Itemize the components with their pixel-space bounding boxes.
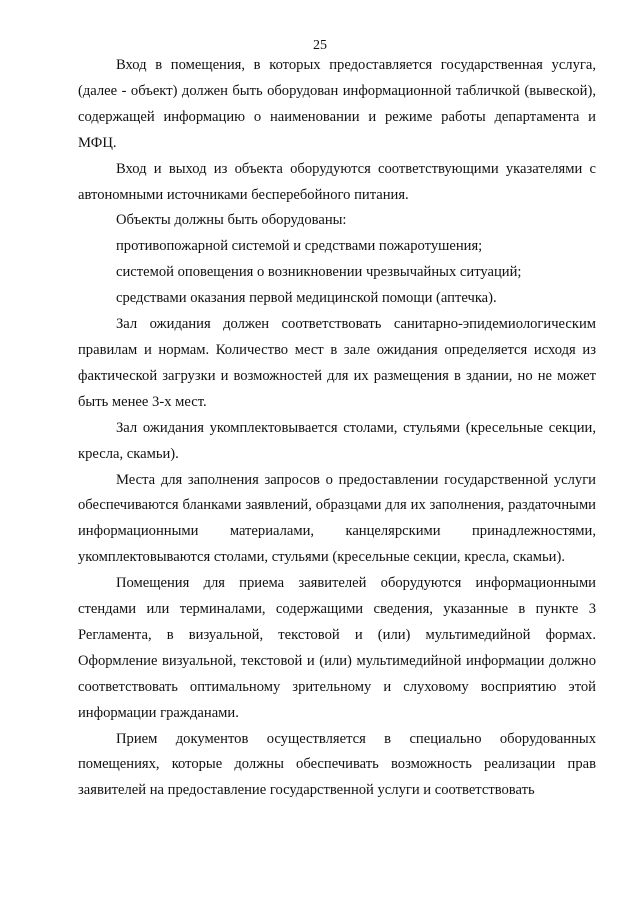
paragraph-entrance-sign: Вход в помещения, в которых предоставляется государственная услуга, (далее - объект) должен быть оборудован информационной табличкой (вывеской), содержащей информацию о наименовании и режиме работы департамента и МФЦ. <box>78 57 596 151</box>
page-number: 25 <box>313 38 327 53</box>
paragraph-waiting-hall-furniture: Зал ожидания укомплектовывается столами, стульями (кресельные секции, кресла, скамьи). <box>78 419 596 462</box>
list-item-fire-protection: противопожарной системой и средствами пожаротушения; <box>116 238 483 255</box>
document-body <box>78 53 596 804</box>
paragraph-waiting-hall-norms: Зал ожидания должен соответствовать санитарно-эпидемиологическим правилам и нормам. Количество мест в зале ожидания определяется исходя из фактической загрузки и возможностей для их размещения в здании, но не может быть менее 3-х мест. <box>78 316 596 410</box>
paragraph-request-filling-places: Места для заполнения запросов о предоставлении государственной услуги обеспечиваются бланками заявлений, образцами для их заполнения, раздаточными информационными материалами, канцелярскими принадлежностями, укомплектовываются столами, стульями (кресельные секции, кресла, скамьи). <box>78 471 596 566</box>
paragraph-entrance-exit-signs: Вход и выход из объекта оборудуются соответствующими указателями с автономными источниками бесперебойного питания. <box>78 160 596 203</box>
paragraph-equipment-intro: Объекты должны быть оборудованы: <box>116 212 347 229</box>
paragraph-information-stands: Помещения для приема заявителей оборудуются информационными стендами или терминалами, содержащими сведения, указанные в пункте 3 Регламента, в визуальной, текстовой и (или) мультимедийной формах. Оформление визуальной, текстовой и (или) мультимедийной информации должно соответствовать оптимальному зрительному и слуховому восприятию этой информации гражданами. <box>78 575 596 721</box>
list-item-first-aid: средствами оказания первой медицинской помощи (аптечка). <box>116 290 497 307</box>
paragraph-document-reception: Прием документов осуществляется в специально оборудованных помещениях, которые должны обеспечивать возможность реализации прав заявителей на предоставление государственной услуги и соответствовать <box>78 730 596 799</box>
list-item-emergency-alert: системой оповещения о возникновении чрезвычайных ситуаций; <box>116 264 522 281</box>
